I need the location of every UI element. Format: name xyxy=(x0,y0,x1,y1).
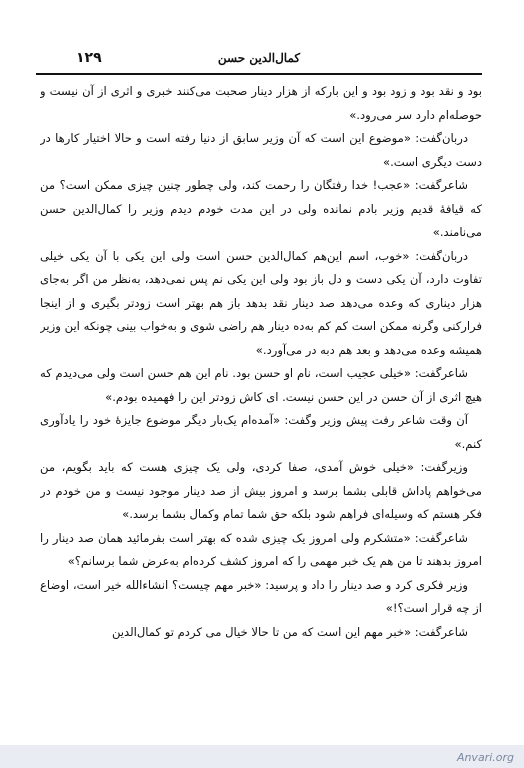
paragraph: وزیرگفت: «خیلی خوش آمدی، صفا کردی، ولی یک چیزی هست که باید بگویم، من می‌خواهم پاداش قابلی بشما برسد و امروز بیش از صد دینار موجود نیست و من خودم در فکر هستم که وسیله‌ای فراهم شود بلکه حق شما تمام وکمال بشما برسد.» xyxy=(40,460,482,521)
footer-bar xyxy=(0,745,524,768)
paragraph: شاعرگفت: «عجب! خدا رفتگان را رحمت کند، ولی چطور چنین چیزی ممکن است؟ من که قیافهٔ قدیم وزیر بادم نمانده ولی در این مدت خودم دیدم وزیر را کمال‌الدین حسن می‌نامند.» xyxy=(40,178,482,239)
paragraph: وزیر فکری کرد و صد دینار را داد و پرسید: «خبر مهم چیست؟ انشاءالله خیر است، اوضاع از چه قرار است؟!» xyxy=(40,577,482,615)
body-text xyxy=(40,80,482,708)
paragraph: دربان‌گفت: «موضوع این است که آن وزیر سابق از دنیا رفته است و حالا اختیار کارها در دست دیگری است.» xyxy=(40,131,482,169)
running-title: کمال‌الدین حسن xyxy=(217,51,301,65)
page-number: ۱۲۹ xyxy=(76,50,102,66)
paragraph: شاعرگفت: «متشکرم ولی امروز یک چیزی شده که بهتر است بفرمائید همان صد دینار را امروز بدهند تا من هم یک خبر مهمی را که امروز کشف کرده‌ام به‌عرض شما برسانم؟» xyxy=(40,530,482,568)
paragraph: شاعرگفت: «خبر مهم این است که من تا حالا خیال می کردم تو کمال‌الدین xyxy=(111,624,468,639)
header-rule xyxy=(36,73,482,75)
watermark: Anvari.org xyxy=(456,751,514,764)
paragraph: آن وقت شاعر رفت پیش وزیر وگفت: «آمده‌ام یک‌بار دیگر موضوع جایزهٔ خود را یادآوری کنم.» xyxy=(40,413,482,451)
paragraph: بود و نقد بود و زود بود و این بارکه از هزار دینار صحبت می‌کنند خبری و اثری از آن نیست و حوصله‌ام دارد سر می‌رود.» xyxy=(40,84,482,122)
paragraph: دربان‌گفت: «خوب، اسم این‌هم کمال‌الدین حسن است ولی این یکی با آن یکی خیلی تفاوت دارد، آن یکی دست و دل باز بود ولی این یکی نم پس نمی‌دهد، به‌نظر من اگر به‌جای هزار دیناری که وعده می‌دهد صد دینار نقد بدهد باز هم بهتر است زودتر بگیری و از اینجا فرارکنی وگرنه ممکن است کم کم به‌ده دینار هم راضی شوی و به‌خواب بینی چونکه این وزیر همیشه وعده می‌دهد و بعد هم دبه در می‌آورد.» xyxy=(40,248,482,357)
running-header xyxy=(36,50,482,72)
paragraph: شاعرگفت: «خیلی عجیب است، نام او حسن بود. نام این هم حسن است ولی می‌دیدم که هیچ اثری از آن حسن در این حسن نیست. ای کاش زودتر این را فهمیده بودم.» xyxy=(40,366,482,404)
